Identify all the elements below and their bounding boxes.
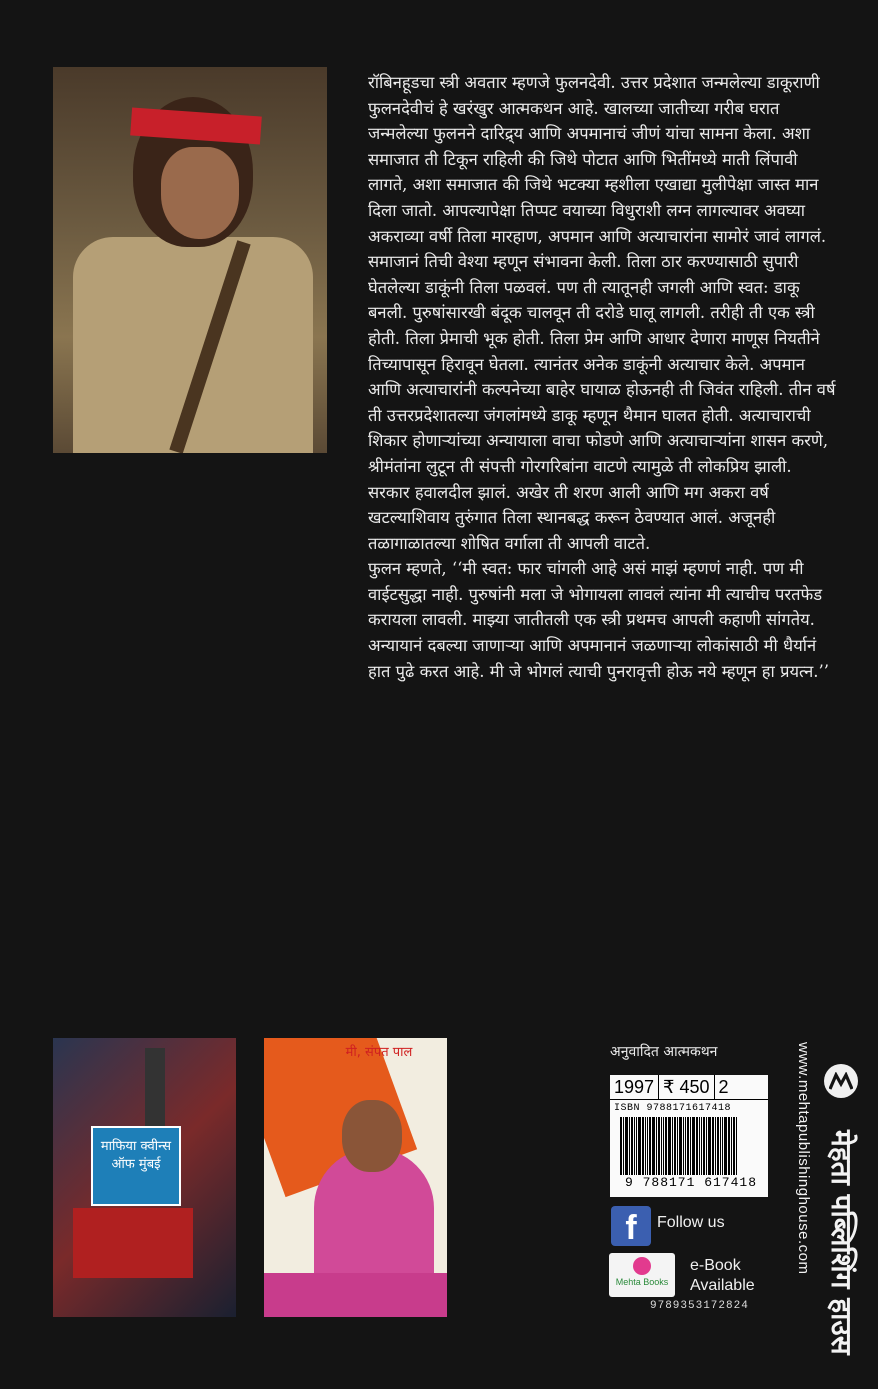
blurb-paragraph-1: रॉबिनहूडचा स्त्री अवतार म्हणजे फुलनदेवी. उत्तर प्रदेशात जन्मलेल्या डाकूराणी फुलनदेवीचं हे खरंखुर आत्मकथन आहे. खालच्या जातीच्या गरीब घरात जन्मलेल्या फुलनने दारिद्र्य आणि अपमानाचं जीणं यांचा सामना केला. अशा समाजात ती टिकून राहिली की जिथे पोटात आणि भितींमध्ये माती लिंपावी लागते, अशा समाजात की जिथे भटक्या म्हशीला एखाद्या मुलीपेक्षा जास्त मान दिला जातो. आपल्यापेक्षा तिप्पट वयाच्या विधुराशी लग्न लागल्यावर अवघ्या अकराव्या वर्षी तिला मारहाण, अपमान आणि अत्याचारांना सामोरं जावं लागलं. समाजानं तिची वेश्या म्हणून संभावना केली. तिला ठार करण्यासाठी सुपारी घेतलेल्या डाकूंनी तिला पळवलं. पण ती त्यातूनही जगली आणि स्वत: डाकू बनली. पुरुषांसारखी बंदूक चालवून ती दरोडे घालू लागली. तरीही ती एक स्त्री होती. तिला प्रेमाची भूक होती. तिला प्रेम आणि आधार देणारा माणूस नियतीने तिच्यापासून हिरावून घेतला. त्यानंतर अनेक डाकूंनी अत्याचार केले. अपमान आणि अत्याचारांनी कल्पनेच्या बाहेर घायाळ होऊनही ती जिवंत राहिली. तीन वर्ष ती उत्तरप्रदेशातल्या जंगलांमध्ये डाकू म्हणून थैमान घालत होती. अत्याचाराची शिकार होणाऱ्यांच्या अन्यायाला वाचा फोडणे आणि अत्याचाऱ्यांना शासन करणे, श्रीमंतांना लुटून ती संपत्ती गोरगरिबांना वाटणे त्यामुळे ती लोकप्रिय झाली. सरकार हवालदील झालं. अखेर ती शरण आली आणि मग अकरा वर्ष खटल्याशिवाय तुरुंगात तिला स्थानबद्ध करून ठेवण्यात आलं. अजूनही तळागाळातल्या शोषित वर्गाला ती आपली वाटते. bbox=[368, 73, 836, 553]
ebook-line-2: Available bbox=[690, 1277, 755, 1294]
related-book-cover-2[interactable] bbox=[264, 1038, 447, 1317]
publisher-name: मेहता पब्लिशिंग हाउस bbox=[825, 1130, 858, 1355]
barcode-graphic bbox=[620, 1117, 760, 1175]
ebook-logo-text: Mehta Books bbox=[615, 1277, 669, 1287]
price-row bbox=[610, 1075, 768, 1100]
price-cell: ₹ 450 bbox=[659, 1075, 715, 1099]
author-photo bbox=[53, 67, 327, 453]
book-blurb bbox=[368, 70, 838, 684]
price-isbn-box bbox=[610, 1075, 768, 1197]
cover2-figure-face bbox=[342, 1100, 402, 1172]
cover2-crowd bbox=[264, 1273, 447, 1317]
edition-cell: 2 bbox=[718, 1077, 729, 1097]
genre-label: अनुवादित आत्मकथन bbox=[610, 1044, 718, 1060]
publisher-logo-icon bbox=[824, 1064, 858, 1098]
photo-figure-face bbox=[161, 147, 239, 239]
publisher-url[interactable]: www.mehtapublishinghouse.com bbox=[795, 1042, 812, 1275]
follow-us-label[interactable]: Follow us bbox=[657, 1214, 725, 1231]
year-cell: 1997 bbox=[610, 1075, 659, 1099]
cover1-red-panel bbox=[73, 1208, 193, 1278]
mehta-ebooks-logo bbox=[609, 1253, 675, 1297]
cover1-title: माफिया क्वीन्स ऑफ मुंबई bbox=[100, 1139, 172, 1172]
cover1-title-box bbox=[91, 1126, 181, 1206]
ebook-line-1: e-Book bbox=[690, 1257, 741, 1274]
cover2-title: मी, संपत पाल bbox=[345, 1045, 413, 1060]
ebook-isbn: 9789353172824 bbox=[650, 1300, 749, 1312]
ebook-logo-mark bbox=[633, 1257, 651, 1275]
ebook-available-label bbox=[690, 1256, 755, 1296]
facebook-icon[interactable]: f bbox=[611, 1206, 651, 1246]
related-book-cover-1[interactable] bbox=[53, 1038, 236, 1317]
barcode-number: 9 788171 617418 bbox=[624, 1175, 758, 1190]
blurb-paragraph-2: फुलन म्हणते, ‘‘मी स्वत: फार चांगली आहे असं माझं म्हणणं नाही. पण मी वाईटसुद्धा नाही. पुरुषांनी मला जे भोगायला लावलं त्यांना मी त्याचीच परतफेड करायला लावली. माझ्या जातीतली एक स्त्री प्रथमच आपली कहाणी सांगतेय. अन्यायानं दबल्या जाणाऱ्या आणि अपमानानं जळणाऱ्या लोकांसाठी मी धैर्यानं हात पुढे करत आहे. मी जे भोगलं त्याची पुनरावृत्ती होऊ नये म्हणून हा प्रयत्न.’’ bbox=[368, 559, 829, 681]
isbn-label: ISBN 9788171617418 bbox=[614, 1103, 732, 1114]
